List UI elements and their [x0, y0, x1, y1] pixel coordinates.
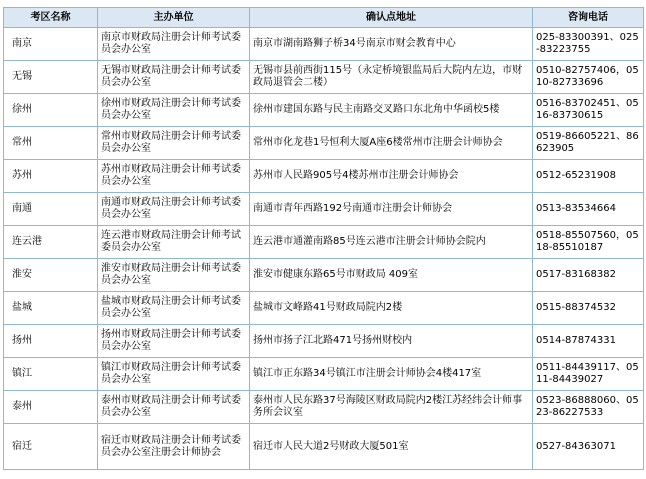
table-row — [4, 28, 644, 61]
header-address: 确认点地址 — [250, 8, 533, 28]
table-row — [4, 94, 644, 127]
phone-cell: 0518-85507560，0518-85510187 — [533, 226, 644, 259]
organizer-cell: 宿迁市财政局注册会计师考试委员会办公室注册会计师协会 — [98, 424, 250, 470]
exam-site-table — [3, 7, 644, 470]
phone-cell: 0516-83702451、0516-83730615 — [533, 94, 644, 127]
address-cell: 淮安市健康东路65号市财政局 409室 — [250, 259, 533, 292]
address-cell: 苏州市人民路905号4楼苏州市注册会计师协会 — [250, 160, 533, 193]
table-row — [4, 127, 644, 160]
table-row — [4, 259, 644, 292]
table-row — [4, 160, 644, 193]
organizer-cell: 镇江市财政局注册会计师考试委员会办公室 — [98, 358, 250, 391]
region-cell: 南京 — [4, 28, 98, 61]
region-cell: 泰州 — [4, 391, 98, 424]
table-row — [4, 226, 644, 259]
organizer-cell: 盐城市财政局注册会计师考试委员会办公室 — [98, 292, 250, 325]
table-header-row — [4, 8, 644, 28]
region-cell: 盐城 — [4, 292, 98, 325]
organizer-cell: 徐州市财政局注册会计师考试委员会办公室 — [98, 94, 250, 127]
phone-cell: 0519-86605221、86623905 — [533, 127, 644, 160]
table-row — [4, 325, 644, 358]
address-cell: 无锡市县前西街115号（永定桥境银监局后大院内左边，市财政局退管会二楼） — [250, 61, 533, 94]
phone-cell: 0515-88374532 — [533, 292, 644, 325]
region-cell: 镇江 — [4, 358, 98, 391]
header-phone: 咨询电话 — [533, 8, 644, 28]
phone-cell: 0511-84439117、0511-84439027 — [533, 358, 644, 391]
header-region: 考区名称 — [4, 8, 98, 28]
phone-cell: 0510-82757406，0510-82733696 — [533, 61, 644, 94]
region-cell: 连云港 — [4, 226, 98, 259]
region-cell: 无锡 — [4, 61, 98, 94]
address-cell: 徐州市建国东路与民主南路交叉路口东北角中华函校5楼 — [250, 94, 533, 127]
organizer-cell: 连云港市财政局注册会计师考试委员会办公室 — [98, 226, 250, 259]
region-cell: 淮安 — [4, 259, 98, 292]
region-cell: 常州 — [4, 127, 98, 160]
organizer-cell: 泰州市财政局注册会计师考试委员会办公室 — [98, 391, 250, 424]
region-cell: 苏州 — [4, 160, 98, 193]
phone-cell: 0513-83534664 — [533, 193, 644, 226]
organizer-cell: 常州市财政局注册会计师考试委员会办公室 — [98, 127, 250, 160]
region-cell: 徐州 — [4, 94, 98, 127]
phone-cell: 025-83300391、025-83223755 — [533, 28, 644, 61]
table-row — [4, 358, 644, 391]
region-cell: 南通 — [4, 193, 98, 226]
address-cell: 镇江市正东路34号镇江市注册会计师协会4楼417室 — [250, 358, 533, 391]
region-cell: 扬州 — [4, 325, 98, 358]
address-cell: 盐城市文峰路41号财政局院内2楼 — [250, 292, 533, 325]
organizer-cell: 南京市财政局注册会计师考试委员会办公室 — [98, 28, 250, 61]
address-cell: 泰州市人民东路37号海陵区财政局院内2楼江苏经纬会计师事务所会议室 — [250, 391, 533, 424]
table-row — [4, 193, 644, 226]
phone-cell: 0523-86888060、0523-86227533 — [533, 391, 644, 424]
table-row — [4, 391, 644, 424]
table-row — [4, 292, 644, 325]
phone-cell: 0514-87874331 — [533, 325, 644, 358]
organizer-cell: 淮安市财政局注册会计师考试委员会办公室 — [98, 259, 250, 292]
address-cell: 连云港市通灌南路85号连云港市注册会计师协会院内 — [250, 226, 533, 259]
header-organizer: 主办单位 — [98, 8, 250, 28]
organizer-cell: 南通市财政局注册会计师考试委员会办公室 — [98, 193, 250, 226]
table-row — [4, 424, 644, 470]
organizer-cell: 苏州市财政局注册会计师考试委员会办公室 — [98, 160, 250, 193]
address-cell: 常州市化龙巷1号恒利大厦A座6楼常州市注册会计师协会 — [250, 127, 533, 160]
address-cell: 宿迁市人民大道2号财政大厦501室 — [250, 424, 533, 470]
phone-cell: 0527-84363071 — [533, 424, 644, 470]
phone-cell: 0517-83168382 — [533, 259, 644, 292]
region-cell: 宿迁 — [4, 424, 98, 470]
address-cell: 南通市青年西路192号南通市注册会计师协会 — [250, 193, 533, 226]
organizer-cell: 扬州市财政局注册会计师考试委员会办公室 — [98, 325, 250, 358]
organizer-cell: 无锡市财政局注册会计师考试委员会办公室 — [98, 61, 250, 94]
phone-cell: 0512-65231908 — [533, 160, 644, 193]
address-cell: 扬州市扬子江北路471号扬州财校内 — [250, 325, 533, 358]
table-row — [4, 61, 644, 94]
address-cell: 南京市湖南路狮子桥34号南京市财会教育中心 — [250, 28, 533, 61]
